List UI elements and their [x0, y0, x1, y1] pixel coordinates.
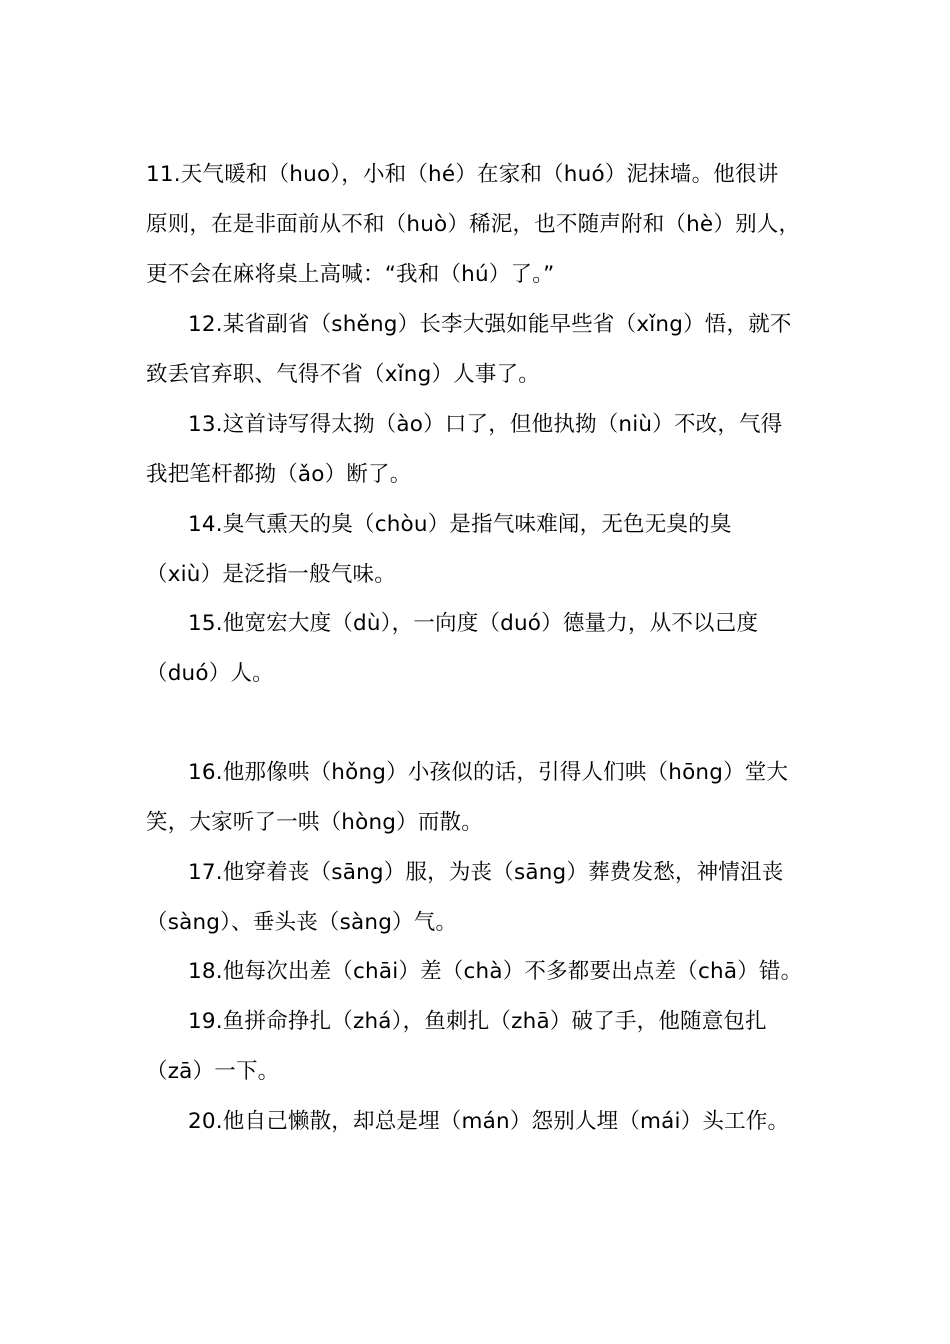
text-line-11a: 11.天气暖和（huo），小和（hé）在家和（huó）泥抹墙。他很讲	[146, 162, 779, 187]
text-line-16a: 16.他那像哄（hǒng）小孩似的话，引得人们哄（hōng）堂大	[188, 760, 789, 785]
text-line-17b: （sàng）、垂头丧（sàng）气。	[146, 910, 458, 935]
text-line-18: 18.他每次出差（chāi）差（chà）不多都要出点差（chā）错。	[188, 959, 803, 984]
text-line-11b: 原则，在是非面前从不和（huò）稀泥，也不随声附和（hè）别人，	[146, 212, 801, 237]
text-line-13b: 我把笔杆都拗（ǎo）断了。	[146, 462, 412, 487]
text-line-15b: （duó）人。	[146, 661, 274, 686]
text-line-12a: 12.某省副省（shěng）长李大强如能早些省（xǐng）悟，就不	[188, 312, 792, 337]
text-line-19b: （zā）一下。	[146, 1059, 280, 1084]
text-line-19a: 19.鱼拼命挣扎（zhá），鱼刺扎（zhā）破了手，他随意包扎	[188, 1009, 767, 1034]
text-line-20: 20.他自己懒散，却总是埋（mán）怨别人埋（mái）头工作。	[188, 1109, 790, 1134]
text-line-15a: 15.他宽宏大度（dù），一向度（duó）德量力，从不以己度	[188, 611, 759, 636]
text-line-12b: 致丢官弃职、气得不省（xǐng）人事了。	[146, 362, 540, 387]
text-line-14a: 14.臭气熏天的臭（chòu）是指气味难闻，无色无臭的臭	[188, 512, 732, 537]
text-line-14b: （xiù）是泛指一般气味。	[146, 562, 396, 587]
text-line-17a: 17.他穿着丧（sāng）服，为丧（sāng）葬费发愁，神情沮丧	[188, 860, 784, 885]
text-line-16b: 笑，大家听了一哄（hòng）而散。	[146, 810, 483, 835]
text-line-13a: 13.这首诗写得太拗（ào）口了，但他执拗（niù）不改，气得	[188, 412, 783, 437]
text-line-11c: 更不会在麻将桌上高喊：“我和（hú）了。”	[146, 262, 555, 287]
